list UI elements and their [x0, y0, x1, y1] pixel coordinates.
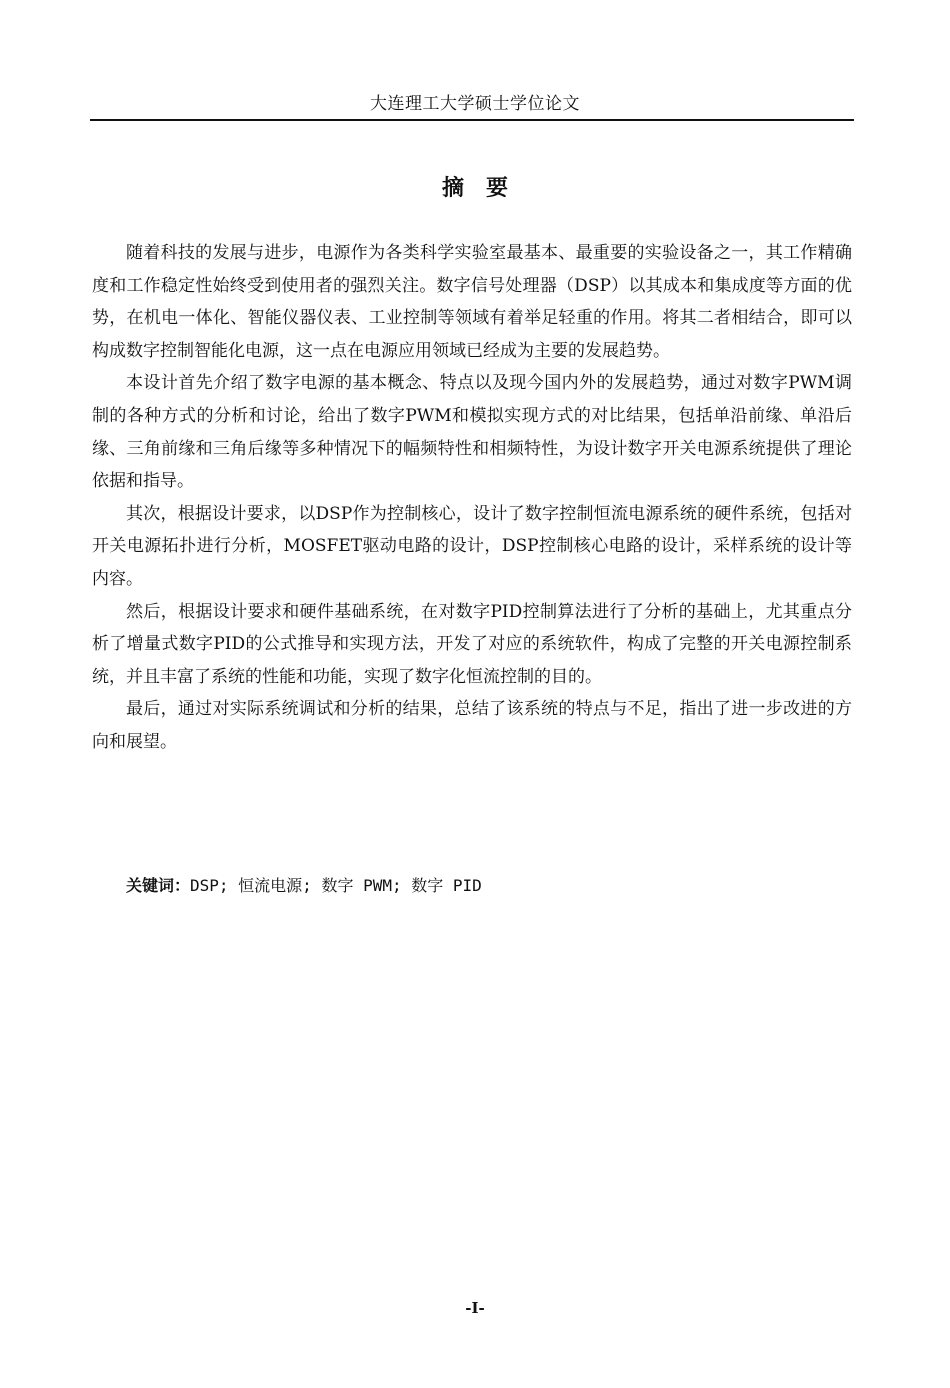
abstract-paragraph-3: 其次，根据设计要求，以DSP作为控制核心，设计了数字控制恒流电源系统的硬件系统，包括对开关电源拓扑进行分析，MOSFET驱动电路的设计，DSP控制核心电路的设计，采样系统的设计等内容。	[92, 503, 852, 589]
abstract-body	[92, 237, 852, 759]
abstract-title: 摘 要	[441, 175, 508, 201]
abstract-paragraph-1: 随着科技的发展与进步，电源作为各类科学实验室最基本、最重要的实验设备之一，其工作精确度和工作稳定性始终受到使用者的强烈关注。数字信号处理器（DSP）以其成本和集成度等方面的优势，在机电一体化、智能仪器仪表、工业控制等领域有着举足轻重的作用。将其二者相结合，即可以构成数字控制智能化电源，这一点在电源应用领域已经成为主要的发展趋势。	[92, 243, 852, 361]
keywords-label: 关键词：	[126, 876, 191, 895]
header-rule	[90, 119, 854, 121]
running-header: 大连理工大学硕士学位论文	[370, 94, 580, 114]
keywords-line	[126, 872, 846, 900]
abstract-paragraph-2: 本设计首先介绍了数字电源的基本概念、特点以及现今国内外的发展趋势，通过对数字PWM调制的各种方式的分析和讨论，给出了数字PWM和模拟实现方式的对比结果，包括单沿前缘、单沿后缘、三角前缘和三角后缘等多种情况下的幅频特性和相频特性，为设计数字开关电源系统提供了理论依据和指导。	[92, 373, 852, 492]
abstract-paragraph-5: 最后，通过对实际系统调试和分析的结果，总结了该系统的特点与不足，指出了进一步改进的方向和展望。	[92, 699, 852, 752]
keywords-text: DSP; 恒流电源; 数字 PWM; 数字 PID	[190, 876, 482, 895]
abstract-paragraph-4: 然后，根据设计要求和硬件基础系统，在对数字PID控制算法进行了分析的基础上，尤其重点分析了增量式数字PID的公式推导和实现方法，开发了对应的系统软件，构成了完整的开关电源控制系统，并且丰富了系统的性能和功能，实现了数字化恒流控制的目的。	[92, 601, 852, 687]
page-number: -I-	[465, 1299, 485, 1317]
